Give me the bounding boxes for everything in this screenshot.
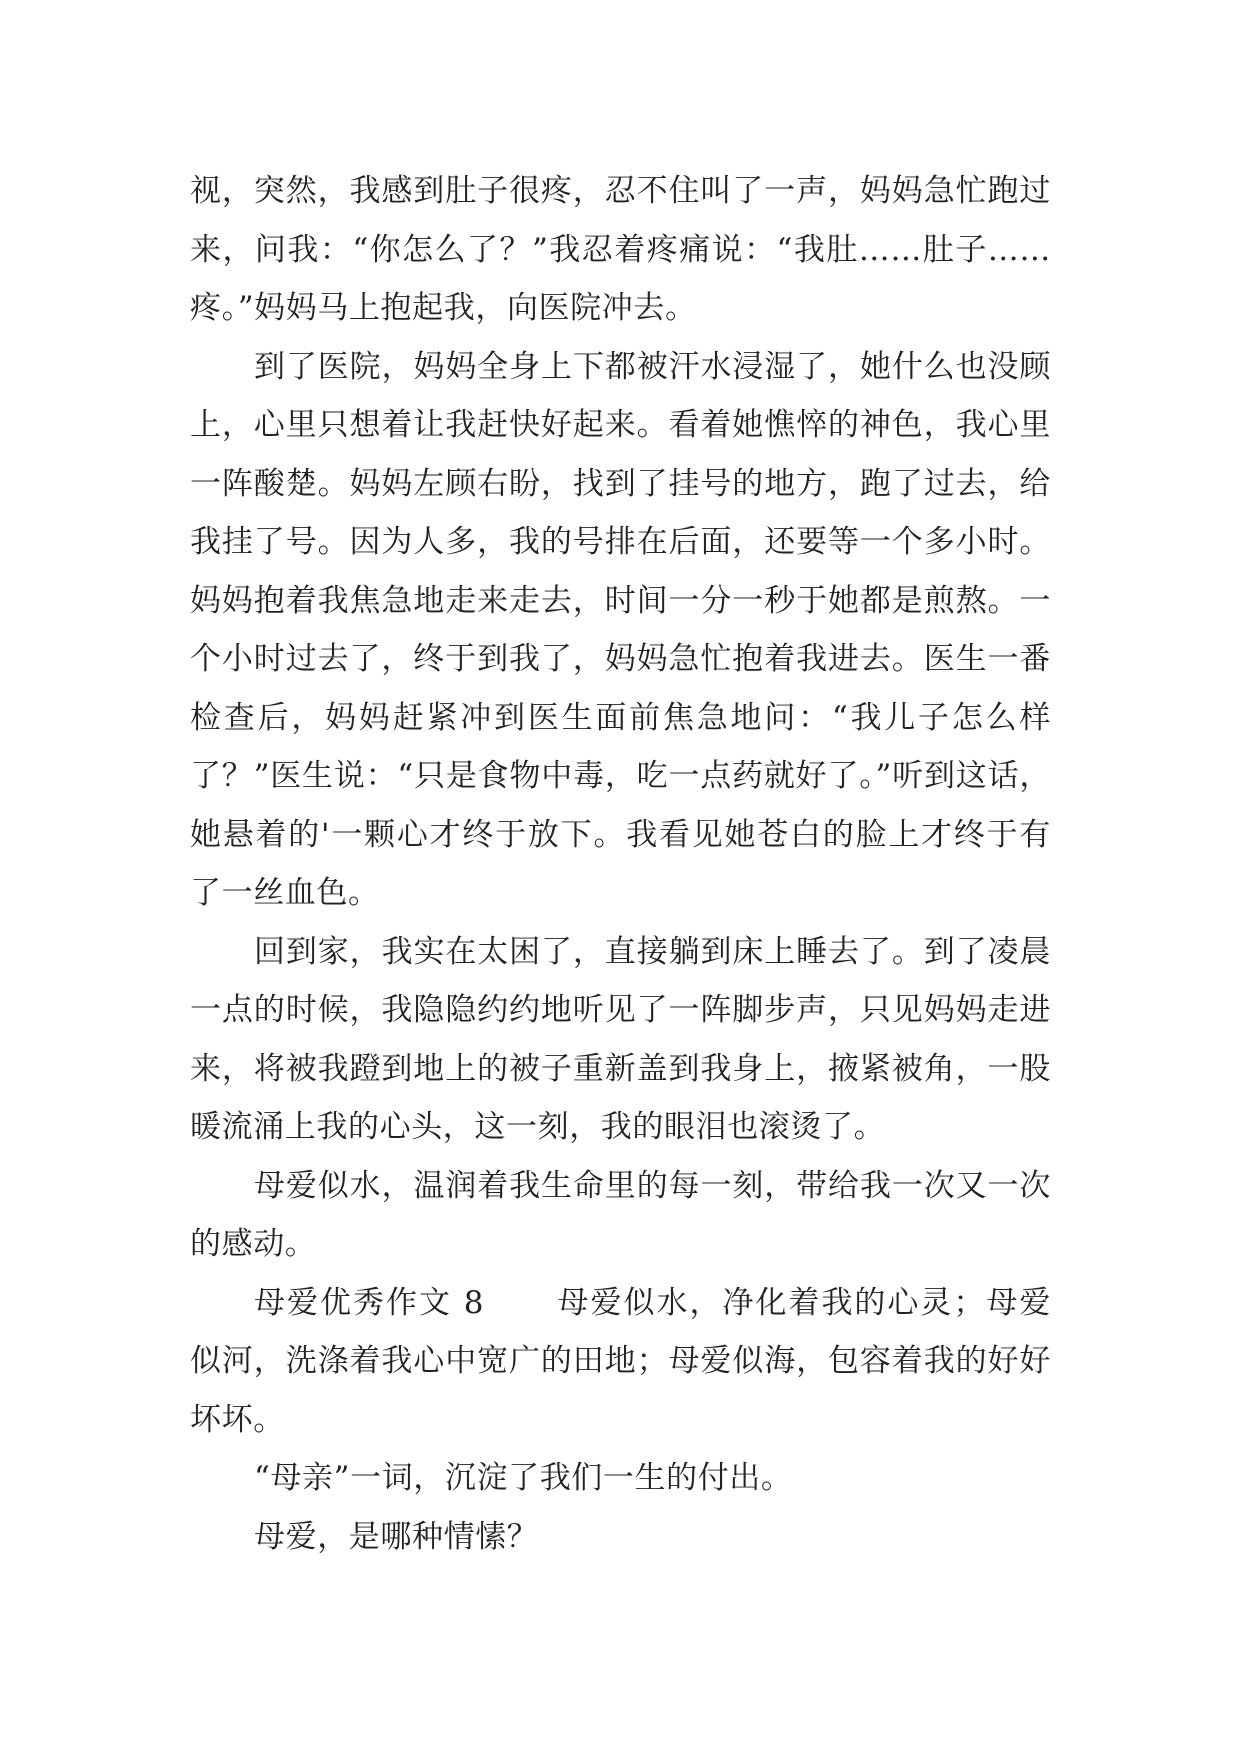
paragraph-at-hospital (190, 338, 1051, 923)
paragraph-hospital-rush (190, 162, 1051, 338)
document-page (190, 162, 1051, 1566)
paragraph-mother-word (190, 1449, 1051, 1508)
paragraph-text: 回到家，我实在太困了，直接躺到床上睡去了。到了凌晨一点的时候，我隐隐约约地听见了一阵脚步声，只见妈妈走进来，将被我蹬到地上的被子重新盖到我身上，掖紧被角，一股暖流涌上我的心头，这一刻，我的眼泪也滚烫了。 (190, 933, 1051, 1145)
paragraph-back-home (190, 923, 1051, 1157)
paragraph-text: 母爱似水，温润着我生命里的每一刻，带给我一次又一次的感动。 (190, 1167, 1051, 1262)
paragraph-text: 母爱，是哪种情愫？ (254, 1518, 539, 1555)
paragraph-conclusion (190, 1157, 1051, 1274)
paragraph-text: 视，突然，我感到肚子很疼，忍不住叫了一声，妈妈急忙跑过来，问我：“你怎么了？”我忍着疼痛说：“我肚……肚子……疼。”妈妈马上抱起我，向医院冲去。 (190, 173, 1051, 326)
paragraph-text: 母爱似水，净化着我的心灵；母爱似河，洗涤着我心中宽广的田地；母爱似海，包容着我的好好坏坏。 (190, 1284, 1051, 1438)
paragraph-text: 到了医院，妈妈全身上下都被汗水浸湿了，她什么也没顾上，心里只想着让我赶快好起来。看着她憔悴的神色，我心里一阵酸楚。妈妈左顾右盼，找到了挂号的地方，跑了过去，给我挂了号。因为人多，我的号排在后面，还要等一个多小时。妈妈抱着我焦急地走来走去，时间一分一秒于她都是煎熬。一个小时过去了，终于到我了，妈妈急忙抱着我进去。医生一番检查后，妈妈赶紧冲到医生面前焦急地问：“我儿子怎么样了？”医生说：“只是食物中毒，吃一点药就好了。”听到这话，她悬着的'一颗心才终于放下。我看见她苍白的脸上才终于有了一丝血色。 (190, 348, 1051, 911)
paragraph-question (190, 1508, 1051, 1567)
paragraph-text: “母亲”一词，沉淀了我们一生的付出。 (254, 1460, 793, 1496)
essay-heading: 母爱优秀作文 8 (254, 1284, 485, 1321)
paragraph-essay-8-opening (190, 1274, 1051, 1450)
